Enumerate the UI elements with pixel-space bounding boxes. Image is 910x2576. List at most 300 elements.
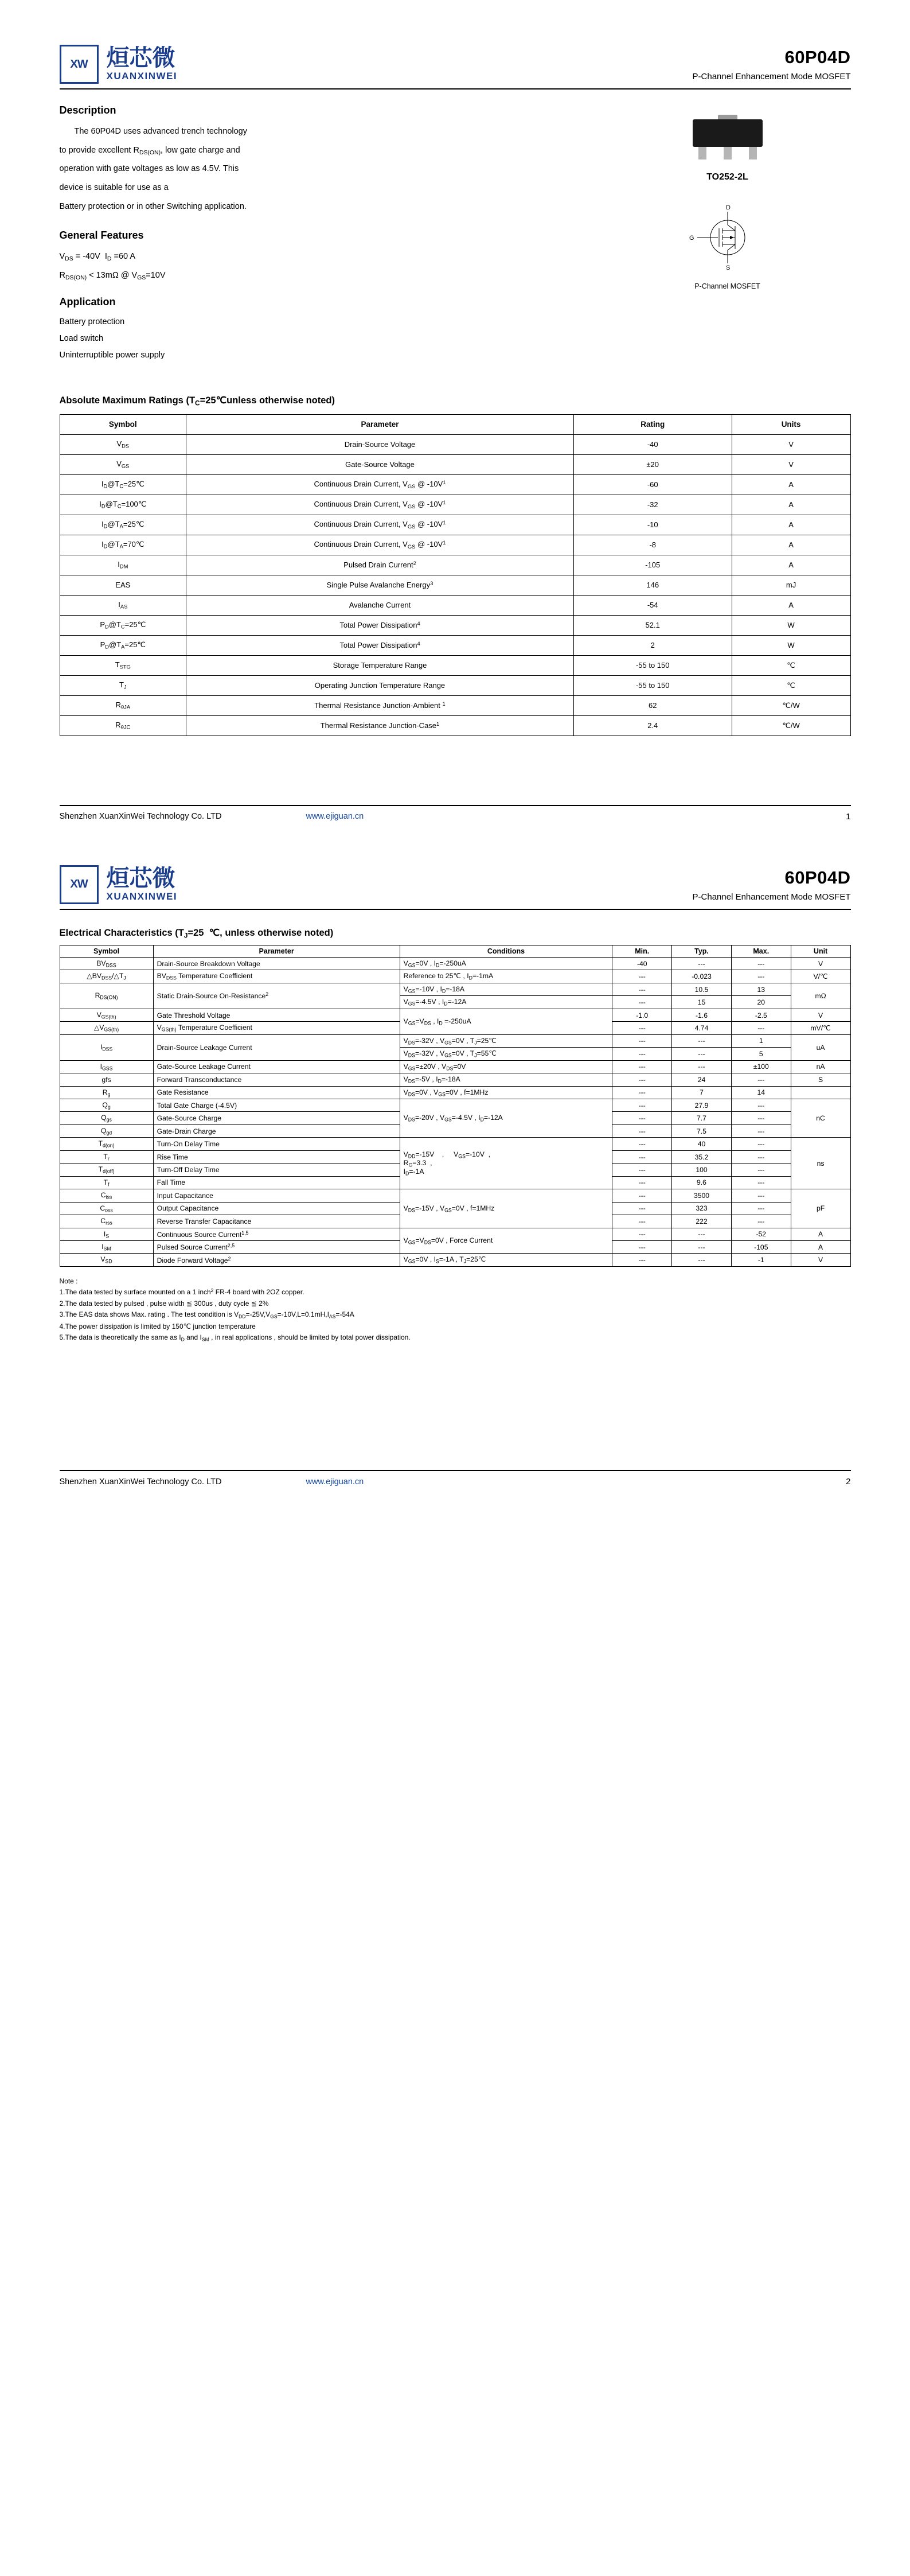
cell-units: V <box>732 434 850 454</box>
cell-typ: --- <box>672 958 732 970</box>
cell-rating: -105 <box>573 555 732 575</box>
cell-unit: A <box>791 1240 850 1253</box>
cell-rating: -55 to 150 <box>573 675 732 695</box>
cell-parameter: Gate-Drain Charge <box>153 1124 400 1137</box>
cell-parameter: Gate-Source Voltage <box>186 454 574 474</box>
cell-typ: --- <box>672 1048 732 1060</box>
cell-parameter: Pulsed Source Current$^{2,5}$ <box>153 1240 400 1253</box>
description-line-4: device is suitable for use as a <box>59 182 169 192</box>
cell-typ: --- <box>672 1228 732 1240</box>
cell-max: --- <box>731 1099 791 1111</box>
cell-typ: 7 <box>672 1086 732 1099</box>
cell-parameter: Continuous Drain Current, $V_{GS}$ @ $-10V^1$ <box>186 535 574 555</box>
cell-parameter: Rise Time <box>153 1150 400 1163</box>
cell-symbol: $\triangle V_{GS(th)}$ <box>60 1022 153 1034</box>
cell-max: 14 <box>731 1086 791 1099</box>
cell-max: --- <box>731 1189 791 1202</box>
cell-parameter: $V_{GS(th)}$ Temperature Coefficient <box>153 1022 400 1034</box>
cell-unit: V <box>791 958 850 970</box>
cell-units: V <box>732 454 850 474</box>
table-row <box>60 695 850 715</box>
cell-parameter: Thermal Resistance Junction-Ambient $^1$ <box>186 695 574 715</box>
cell-units: W <box>732 635 850 655</box>
cell-unit <box>791 1086 850 1099</box>
cell-parameter: Input Capacitance <box>153 1189 400 1202</box>
cell-max: -2.5 <box>731 1009 791 1021</box>
footer-page-number: 2 <box>846 1477 851 1487</box>
cell-symbol: $C_{iss}$ <box>60 1189 153 1202</box>
cell-max: --- <box>731 1073 791 1086</box>
cell-units: A <box>732 474 850 495</box>
cell-min: --- <box>612 1112 672 1124</box>
cell-symbol: $T_{d(on)}$ <box>60 1138 153 1150</box>
cell-symbol: $Q_g$ <box>60 1099 153 1111</box>
cell-units: A <box>732 535 850 555</box>
cell-min: --- <box>612 1150 672 1163</box>
cell-rating: -10 <box>573 515 732 535</box>
cell-symbol: $I_{DSS}$ <box>60 1034 153 1060</box>
ec-col-min: Min. <box>612 945 672 958</box>
table-row <box>60 434 850 454</box>
table-row <box>60 454 850 474</box>
cell-conditions: $V_{DS}=-32V$ , $V_{GS}=0V$ , $T_J=55℃$ <box>400 1048 612 1060</box>
note-item-1: 1.The data tested by surface mounted on a 1 inch$^2$ FR-4 board with 2OZ copper. <box>59 1287 304 1297</box>
cell-unit: nC <box>791 1099 850 1137</box>
cell-max: ±100 <box>731 1060 791 1073</box>
table-row <box>60 575 850 595</box>
cell-symbol: $C_{rss}$ <box>60 1215 153 1228</box>
cell-units: ℃ <box>732 655 850 675</box>
package-drawing-icon <box>685 115 771 163</box>
cell-symbol: $P_D@T_A=25℃$ <box>60 635 186 655</box>
part-number: 60P04D <box>784 867 851 888</box>
cell-max: 1 <box>731 1034 791 1047</box>
logo-mark-icon <box>60 45 99 84</box>
mosfet-symbol-icon <box>673 203 782 272</box>
cell-rating: -54 <box>573 595 732 615</box>
cell-min: -1.0 <box>612 1009 672 1021</box>
cell-symbol: $R_{DS(ON)}$ <box>60 983 153 1009</box>
table-row <box>60 1086 850 1099</box>
cell-rating: -32 <box>573 495 732 515</box>
cell-max: --- <box>731 1022 791 1034</box>
cell-symbol: $C_{oss}$ <box>60 1202 153 1215</box>
cell-max: --- <box>731 1112 791 1124</box>
application-item-2: Uninterruptible power supply <box>59 351 165 360</box>
cell-unit: S <box>791 1073 850 1086</box>
cell-symbol: $I_{AS}$ <box>60 595 186 615</box>
cell-symbol: $T_J$ <box>60 675 186 695</box>
ec-col-conditions: Conditions <box>400 945 612 958</box>
cell-min: --- <box>612 1124 672 1137</box>
amr-col-units: Units <box>732 414 850 434</box>
cell-symbol: $BV_{DSS}$ <box>60 958 153 970</box>
cell-max: --- <box>731 1164 791 1176</box>
table-row <box>60 1009 850 1021</box>
table-row <box>60 715 850 736</box>
ec-col-parameter: Parameter <box>153 945 400 958</box>
table-row <box>60 515 850 535</box>
cell-symbol: $I_D@T_A=25℃$ <box>60 515 186 535</box>
cell-max: -105 <box>731 1240 791 1253</box>
cell-parameter: $BV_{DSS}$ Temperature Coefficient <box>153 970 400 983</box>
table-row <box>60 1073 850 1086</box>
cell-conditions: $V_{GS}=V_{DS}=0V$ , Force Current <box>400 1228 612 1254</box>
cell-parameter: Operating Junction Temperature Range <box>186 675 574 695</box>
cell-parameter: Pulsed Drain Current$^2$ <box>186 555 574 575</box>
cell-min: --- <box>612 1189 672 1202</box>
table-header-row <box>60 945 850 958</box>
amr-col-rating: Rating <box>573 414 732 434</box>
cell-conditions: $V_{DS}=-32V$ , $V_{GS}=0V$ , $T_J=25℃$ <box>400 1034 612 1047</box>
amr-col-parameter: Parameter <box>186 414 574 434</box>
cell-units: A <box>732 555 850 575</box>
cell-parameter: Drain-Source Voltage <box>186 434 574 454</box>
cell-parameter: Thermal Resistance Junction-Case$^1$ <box>186 715 574 736</box>
cell-typ: 15 <box>672 996 732 1009</box>
table-row <box>60 655 850 675</box>
cell-conditions: $V_{DS}=-15V$ , $V_{GS}=0V$ , f=1MHz <box>400 1189 612 1228</box>
cell-unit: V/℃ <box>791 970 850 983</box>
electrical-characteristics-table <box>60 945 851 1267</box>
cell-min: --- <box>612 1202 672 1215</box>
cell-typ: 3500 <box>672 1189 732 1202</box>
company-logo <box>60 45 178 84</box>
company-logo <box>60 865 178 904</box>
header-divider <box>60 909 851 910</box>
cell-unit: pF <box>791 1189 850 1228</box>
cell-typ: 10.5 <box>672 983 732 995</box>
cell-rating: 146 <box>573 575 732 595</box>
table-row <box>60 1138 850 1150</box>
cell-unit: A <box>791 1228 850 1240</box>
cell-parameter: Diode Forward Voltage$^2$ <box>153 1254 400 1266</box>
logo-mark-text: XW <box>70 878 88 891</box>
table-row <box>60 1099 850 1111</box>
cell-typ: -1.6 <box>672 1009 732 1021</box>
cell-max: --- <box>731 958 791 970</box>
cell-rating: -8 <box>573 535 732 555</box>
cell-symbol: $T_f$ <box>60 1176 153 1189</box>
cell-symbol: $P_D@T_C=25℃$ <box>60 615 186 635</box>
cell-conditions: $V_{DD}=-15V$ , $V_{GS}=-10V$ , $R_G=3.3$ , $I_D=-1A$ <box>400 1138 612 1189</box>
page-header <box>60 0 851 84</box>
table-row <box>60 970 850 983</box>
note-item-3: 3.The EAS data shows Max. rating . The test condition is $V_{DD}=-25V,V_{GS}=-10V,L=0.1mH,I_{AS}=-54A$ <box>59 1310 354 1320</box>
cell-typ: 24 <box>672 1073 732 1086</box>
cell-parameter: Avalanche Current <box>186 595 574 615</box>
schematic-caption: P-Channel MOSFET <box>694 282 760 290</box>
cell-symbol: $I_{SM}$ <box>60 1240 153 1253</box>
cell-parameter: Continuous Drain Current, $V_{GS}$ @ $-10V^1$ <box>186 495 574 515</box>
amr-col-symbol: Symbol <box>60 414 186 434</box>
cell-max: -52 <box>731 1228 791 1240</box>
cell-typ: 222 <box>672 1215 732 1228</box>
logo-english-name: XUANXINWEI <box>106 890 178 902</box>
ec-title-text: Electrical Characteristics ($T_J=25$ ℃, unless otherwise noted) <box>59 927 334 939</box>
table-row <box>60 555 850 575</box>
cell-units: mJ <box>732 575 850 595</box>
cell-unit: nA <box>791 1060 850 1073</box>
cell-symbol: $I_D@T_A=70℃$ <box>60 535 186 555</box>
cell-max: --- <box>731 1138 791 1150</box>
cell-rating: 2.4 <box>573 715 732 736</box>
cell-typ: 323 <box>672 1202 732 1215</box>
cell-rating: ±20 <box>573 454 732 474</box>
cell-parameter: Gate Resistance <box>153 1086 400 1099</box>
table-row <box>60 1189 850 1202</box>
cell-max: --- <box>731 1176 791 1189</box>
cell-max: --- <box>731 1150 791 1163</box>
cell-units: A <box>732 595 850 615</box>
cell-typ: -0.023 <box>672 970 732 983</box>
cell-conditions: $V_{GS}=0V$ , $I_S=-1A$ , $T_J=25℃$ <box>400 1254 612 1266</box>
description-body <box>60 122 381 216</box>
cell-symbol: $Q_{gs}$ <box>60 1112 153 1124</box>
description-line-1: The 60P04D uses advanced trench technology <box>74 127 247 136</box>
cell-min: --- <box>612 1022 672 1034</box>
cell-parameter: Drain-Source Leakage Current <box>153 1034 400 1060</box>
cell-parameter: Output Capacitance <box>153 1202 400 1215</box>
cell-typ: 100 <box>672 1164 732 1176</box>
logo-english-name: XUANXINWEI <box>106 71 178 82</box>
notes-title: Note : <box>59 1277 78 1285</box>
ec-col-unit: Unit <box>791 945 850 958</box>
part-number: 60P04D <box>784 47 851 67</box>
general-features-title: General Features <box>59 229 144 242</box>
cell-typ: 4.74 <box>672 1022 732 1034</box>
svg-text:S: S <box>725 264 730 271</box>
table-row <box>60 1228 850 1240</box>
footer-page-number: 1 <box>846 811 851 822</box>
cell-typ: --- <box>672 1240 732 1253</box>
absolute-max-title <box>60 395 851 407</box>
cell-conditions: Reference to 25℃ , $I_D=-1mA$ <box>400 970 612 983</box>
gf-line-1: $V_{DS} = -40V$ $I_D =60$ A <box>59 252 135 263</box>
page-2-header <box>60 854 851 904</box>
logo-chinese-name: 烜芯微 <box>106 865 175 892</box>
application-item-0: Battery protection <box>59 317 125 327</box>
gf-line-2: $R_{DS(ON)} < 13m\Omega$ @ $V_{GS}=10V$ <box>59 270 166 281</box>
electrical-title <box>60 927 851 939</box>
table-row <box>60 1254 850 1266</box>
cell-conditions: $V_{GS}=0V$ , $I_D=-250uA$ <box>400 958 612 970</box>
cell-rating: -40 <box>573 434 732 454</box>
part-description: P-Channel Enhancement Mode MOSFET <box>692 892 851 902</box>
cell-rating: 2 <box>573 635 732 655</box>
cell-unit: mΩ <box>791 983 850 1009</box>
cell-parameter: Total Power Dissipation$^4$ <box>186 635 574 655</box>
note-item-4: 4.The power dissipation is limited by 150℃ junction temperature <box>59 1322 256 1330</box>
cell-min: --- <box>612 1073 672 1086</box>
cell-parameter: Turn-Off Delay Time <box>153 1164 400 1176</box>
cell-max: 20 <box>731 996 791 1009</box>
cell-symbol: $V_{DS}$ <box>60 434 186 454</box>
page-1-footer <box>60 805 851 822</box>
application-title: Application <box>59 296 116 308</box>
table-row <box>60 1034 850 1047</box>
cell-symbol: $I_S$ <box>60 1228 153 1240</box>
cell-unit: V <box>791 1254 850 1266</box>
cell-parameter: Reverse Transfer Capacitance <box>153 1215 400 1228</box>
cell-symbol: $V_{SD}$ <box>60 1254 153 1266</box>
cell-min: --- <box>612 1164 672 1176</box>
ec-col-typ: Typ. <box>672 945 732 958</box>
cell-max: 13 <box>731 983 791 995</box>
cell-typ: --- <box>672 1254 732 1266</box>
cell-symbol: $R_{\theta JA}$ <box>60 695 186 715</box>
cell-typ: --- <box>672 1034 732 1047</box>
package-graphics <box>604 104 851 364</box>
cell-max: --- <box>731 1215 791 1228</box>
table-row <box>60 535 850 555</box>
svg-text:G: G <box>689 235 694 242</box>
footer-company: Shenzhen XuanXinWei Technology Co. LTD <box>59 1477 222 1487</box>
cell-rating: -55 to 150 <box>573 655 732 675</box>
cell-symbol: $I_D@T_C=100℃$ <box>60 495 186 515</box>
cell-parameter: Turn-On Delay Time <box>153 1138 400 1150</box>
cell-symbol: EAS <box>60 575 186 595</box>
cell-conditions: $V_{DS}=-5V$ , $I_D=-18A$ <box>400 1073 612 1086</box>
cell-symbol: $R_{\theta JC}$ <box>60 715 186 736</box>
cell-typ: 7.5 <box>672 1124 732 1137</box>
cell-symbol: $I_D@T_C=25℃$ <box>60 474 186 495</box>
logo-mark-icon <box>60 865 99 904</box>
cell-parameter: Total Power Dissipation$^4$ <box>186 615 574 635</box>
cell-units: A <box>732 495 850 515</box>
application-list <box>60 314 381 364</box>
cell-conditions: $V_{GS}=\pm 20V$ , $V_{DS}=0V$ <box>400 1060 612 1073</box>
cell-conditions: $V_{DS}=-20V$ , $V_{GS}=-4.5V$ , $I_D=-12A$ <box>400 1099 612 1137</box>
application-item-1: Load switch <box>59 334 104 344</box>
table-row <box>60 615 850 635</box>
package-label: TO252-2L <box>706 172 748 182</box>
cell-parameter: Storage Temperature Range <box>186 655 574 675</box>
description-line-2: to provide excellent $R_{DS(ON)}$, low gate charge and <box>59 145 240 156</box>
cell-min: --- <box>612 1034 672 1047</box>
cell-conditions: $V_{GS}=-10V$ , $I_D=-18A$ <box>400 983 612 995</box>
cell-unit: mV/℃ <box>791 1022 850 1034</box>
cell-min: --- <box>612 1086 672 1099</box>
note-item-5: 5.The data is theoretically the same as $I_D$ and $I_{SM}$ , in real applications , should be limited by total power dissipation. <box>59 1333 411 1343</box>
footer-website[interactable]: www.ejiguan.cn <box>306 812 364 822</box>
cell-typ: 40 <box>672 1138 732 1150</box>
cell-typ: --- <box>672 1060 732 1073</box>
cell-typ: 7.7 <box>672 1112 732 1124</box>
cell-symbol: $R_g$ <box>60 1086 153 1099</box>
cell-min: --- <box>612 1228 672 1240</box>
cell-symbol: $V_{GS}$ <box>60 454 186 474</box>
page-1 <box>0 0 910 822</box>
cell-parameter: Forward Transconductance <box>153 1073 400 1086</box>
table-row <box>60 474 850 495</box>
cell-min: --- <box>612 1254 672 1266</box>
absolute-maximum-ratings-table <box>60 414 851 736</box>
cell-parameter: Static Drain-Source On-Resistance$^2$ <box>153 983 400 1009</box>
svg-text:D: D <box>725 204 731 211</box>
table-row <box>60 675 850 695</box>
table-row <box>60 635 850 655</box>
cell-unit: uA <box>791 1034 850 1060</box>
cell-min: --- <box>612 1048 672 1060</box>
cell-unit: ns <box>791 1138 850 1189</box>
cell-min: --- <box>612 970 672 983</box>
logo-chinese-name: 烜芯微 <box>106 45 175 72</box>
cell-min: --- <box>612 1215 672 1228</box>
table-row <box>60 495 850 515</box>
cell-max: --- <box>731 970 791 983</box>
part-description: P-Channel Enhancement Mode MOSFET <box>692 72 851 81</box>
cell-min: --- <box>612 1060 672 1073</box>
cell-unit: V <box>791 1009 850 1021</box>
cell-parameter: Continuous Source Current$^{1,5}$ <box>153 1228 400 1240</box>
cell-min: --- <box>612 996 672 1009</box>
cell-parameter: Fall Time <box>153 1176 400 1189</box>
cell-symbol: gfs <box>60 1073 153 1086</box>
cell-parameter: Single Pulse Avalanche Energy$^3$ <box>186 575 574 595</box>
cell-conditions: $V_{GS}=-4.5V$ , $I_D=-12A$ <box>400 996 612 1009</box>
cell-max: -1 <box>731 1254 791 1266</box>
cell-min: --- <box>612 1099 672 1111</box>
cell-units: ℃/W <box>732 695 850 715</box>
note-item-2: 2.The data tested by pulsed , pulse width ≦ 300us , duty cycle ≦ 2% <box>59 1299 269 1308</box>
cell-max: --- <box>731 1124 791 1137</box>
ec-col-max: Max. <box>731 945 791 958</box>
cell-rating: 52.1 <box>573 615 732 635</box>
cell-parameter: Continuous Drain Current, $V_{GS}$ @ $-10V^1$ <box>186 515 574 535</box>
table-row <box>60 1060 850 1073</box>
cell-symbol: $T_{d(off)}$ <box>60 1164 153 1176</box>
cell-conditions: $V_{GS}=V_{DS}$ , $I_D =-250uA$ <box>400 1009 612 1034</box>
header-divider <box>60 88 851 90</box>
cell-symbol: $T_{STG}$ <box>60 655 186 675</box>
cell-min: --- <box>612 1240 672 1253</box>
amr-title-text: Absolute Maximum Ratings ($T_C=25℃unless$ otherwise noted) <box>59 395 335 407</box>
cell-symbol: $I_{GSS}$ <box>60 1060 153 1073</box>
cell-conditions: $V_{DS}=0V$ , $V_{GS}=0V$ , f=1MHz <box>400 1086 612 1099</box>
cell-max: --- <box>731 1202 791 1215</box>
footer-website[interactable]: www.ejiguan.cn <box>306 1477 364 1487</box>
footer-company: Shenzhen XuanXinWei Technology Co. LTD <box>59 812 222 822</box>
page-2-footer <box>60 1470 851 1487</box>
description-line-5: Battery protection or in other Switching application. <box>59 201 247 211</box>
cell-parameter: Continuous Drain Current, $V_{GS}$ @ $-10V^1$ <box>186 474 574 495</box>
cell-symbol: $Q_{gd}$ <box>60 1124 153 1137</box>
cell-min: -40 <box>612 958 672 970</box>
cell-min: --- <box>612 1138 672 1150</box>
cell-parameter: Gate-Source Leakage Current <box>153 1060 400 1073</box>
table-row <box>60 595 850 615</box>
cell-parameter: Gate Threshold Voltage <box>153 1009 400 1021</box>
general-features-body <box>60 247 381 285</box>
cell-symbol: $V_{GS(th)}$ <box>60 1009 153 1021</box>
cell-symbol: $I_{DM}$ <box>60 555 186 575</box>
cell-rating: -60 <box>573 474 732 495</box>
page-2 <box>0 854 910 1487</box>
table-header-row <box>60 414 850 434</box>
notes-block <box>60 1276 851 1344</box>
cell-units: ℃ <box>732 675 850 695</box>
cell-parameter: Drain-Source Breakdown Voltage <box>153 958 400 970</box>
ec-col-symbol: Symbol <box>60 945 153 958</box>
cell-symbol: $\triangle BV_{DSS}/\triangle T_J$ <box>60 970 153 983</box>
cell-units: ℃/W <box>732 715 850 736</box>
description-line-3: operation with gate voltages as low as 4.5V. This <box>59 164 239 174</box>
table-row <box>60 958 850 970</box>
cell-rating: 62 <box>573 695 732 715</box>
cell-min: --- <box>612 1176 672 1189</box>
table-row <box>60 983 850 995</box>
